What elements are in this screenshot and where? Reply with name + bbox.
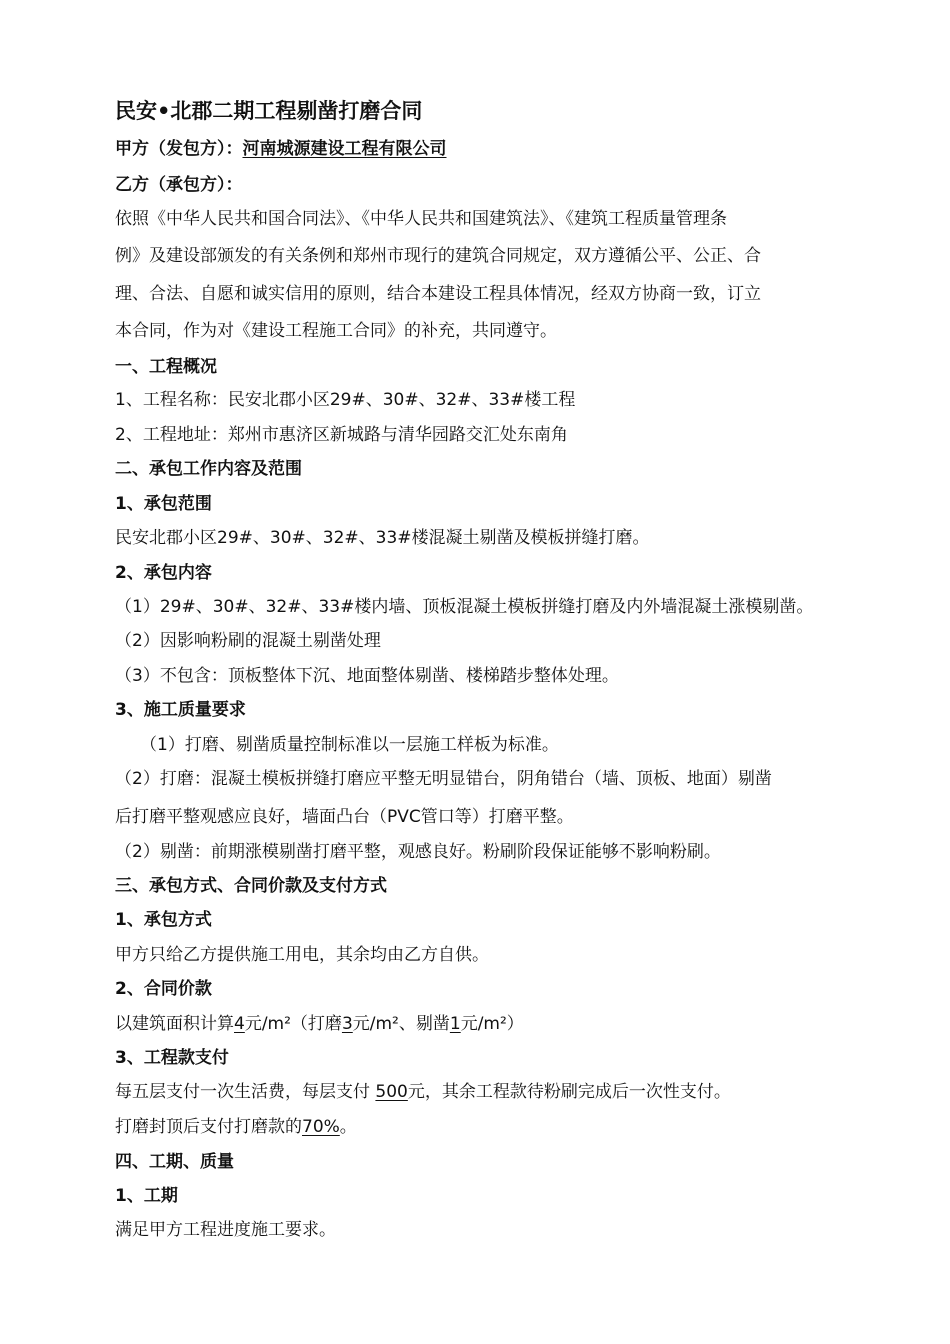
quality-item: 后打磨平整观感应良好，墙面凸台（PVC管口等）打磨平整。 [115,807,574,827]
project-name: 1、工程名称：民安北郡小区29#、30#、32#、33#楼工程 [115,390,576,410]
payment-text: 打磨封顶后支付打磨款的 [115,1117,302,1137]
price-text: 元/m²） [460,1014,524,1034]
intro-line: 依照《中华人民共和国合同法》、《中华人民共和国建筑法》、《建筑工程质量管理条 [115,209,727,229]
section-heading: 二、承包工作内容及范围 [115,459,302,479]
quality-item: （2）剔凿：前期涨模剔凿打磨平整，观感良好。粉刷阶段保证能够不影响粉刷。 [115,842,721,862]
quality-item: （2）打磨：混凝土模板拼缝打磨应平整无明显错台，阴角错台（墙、顶板、地面）剔凿 [115,769,772,789]
price-grind: 3 [341,1014,353,1034]
payment-percent: 70% [302,1117,340,1137]
price-text: 以建筑面积计算 [115,1014,234,1034]
content-item: （2）因影响粉刷的混凝土剔凿处理 [115,631,381,651]
content-item: （1）29#、30#、32#、33#楼内墙、顶板混凝土模板拼缝打磨及内外墙混凝土涨模剔凿。 [115,597,814,617]
quality-item: （1）打磨、剔凿质量控制标准以一层施工样板为标准。 [140,735,559,755]
party-a-name: 河南城源建设工程有限公司 [242,139,447,159]
party-a-line [115,138,447,160]
scope-text: 民安北郡小区29#、30#、32#、33#楼混凝土剔凿及模板拼缝打磨。 [115,528,650,548]
payment-line [115,1116,357,1138]
price-total: 4 [234,1014,245,1034]
subsection-heading: 2、合同价款 [115,979,212,999]
subsection-heading: 3、工程款支付 [115,1048,229,1068]
mode-text: 甲方只给乙方提供施工用电，其余均由乙方自供。 [115,945,489,965]
subsection-heading: 1、承包方式 [115,910,212,930]
period-text: 满足甲方工程进度施工要求。 [115,1220,336,1240]
payment-line [115,1081,731,1103]
price-chisel: 1 [449,1014,461,1034]
payment-text: 每五层支付一次生活费，每层支付 [115,1082,376,1102]
payment-amount: 500 [375,1082,408,1102]
subsection-heading: 1、承包范围 [115,494,212,514]
subsection-heading: 2、承包内容 [115,563,212,583]
subsection-heading: 1、工期 [115,1186,178,1206]
price-line [115,1013,524,1035]
price-text: 元/m²、剔凿 [352,1014,450,1034]
payment-text: 。 [339,1117,357,1137]
price-text: 元/m²（打磨 [244,1014,342,1034]
subsection-heading: 3、施工质量要求 [115,700,246,720]
section-heading: 一、工程概况 [115,357,217,377]
party-a-label: 甲方（发包方）： [115,139,243,159]
document-title: 民安•北郡二期工程剔凿打磨合同 [115,99,423,123]
intro-line: 理、合法、自愿和诚实信用的原则，结合本建设工程具体情况，经双方协商一致，订立 [115,284,761,304]
party-b-line: 乙方（承包方）： [115,175,243,195]
content-item: （3）不包含：顶板整体下沉、地面整体剔凿、楼梯踏步整体处理。 [115,666,619,686]
project-address: 2、工程地址：郑州市惠济区新城路与清华园路交汇处东南角 [115,425,568,445]
intro-line: 例》及建设部颁发的有关条例和郑州市现行的建筑合同规定，双方遵循公平、公正、合 [115,246,761,266]
intro-line: 本合同，作为对《建设工程施工合同》的补充，共同遵守。 [115,321,557,341]
section-heading: 四、工期、质量 [115,1152,234,1172]
payment-text: 元，其余工程款待粉刷完成后一次性支付。 [407,1082,731,1102]
section-heading: 三、承包方式、合同价款及支付方式 [115,876,387,896]
